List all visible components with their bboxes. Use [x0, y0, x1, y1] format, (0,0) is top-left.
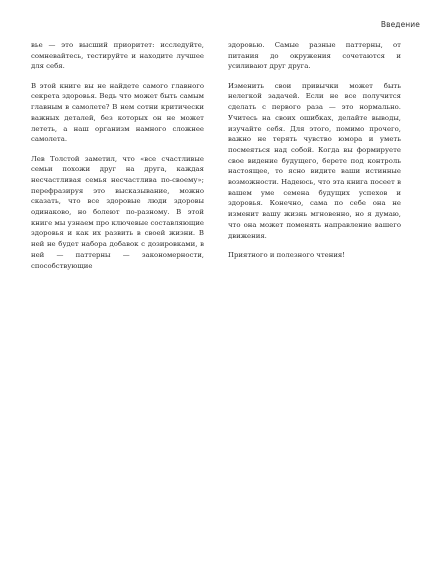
- text-column-right: [228, 40, 401, 269]
- paragraph: вье — это высший приоритет: исследуйте, сомневайтесь, тестируйте и находите лучшее для себя.: [31, 41, 204, 71]
- text-column-left: [31, 40, 204, 280]
- paragraph: В этой книге вы не найдете самого главного секрета здоровья. Ведь что может быть самым главным в самолете? В нем сотни критически важных деталей, без которых он не может лететь, а наш организм намного сложнее самолета.: [31, 81, 204, 144]
- paragraph: здоровью. Самые разные паттерны, от питания до окружения сочетаются и усиливают друг друга.: [228, 41, 401, 71]
- closing-paragraph: Приятного и полезного чтения!: [228, 250, 346, 259]
- paragraph: Изменить свои привычки может быть нелегкой задачей. Если не все получится сделать с первого раза — это нормально. Учитесь на своих ошибках, делайте выводы, изучайте себя. Для этого, помимо прочего, важно не терять чувство юмора и уметь посмеяться над собой. Когда вы формируете свое видение будущего, берете под контроль настоящее, то ясно видите ваши истинные возможности. Надеюсь, что эта книга посеет в вашем уме семена будущих успехов и здоровья. Конечно, сама по себе она не изменит вашу жизнь мгновенно, но я думаю, что она может поменять направление вашего движения.: [228, 81, 401, 240]
- paragraph: Лев Толстой заметил, что «все счастливые семьи похожи друг на друга, каждая несчастливая семья несчастлива по-своему»; перефразируя это высказывание, можно сказать, что все здоровые люди здоровы одинаково, но болеют по-разному. В этой книге мы узнаем про ключевые составляющие здоровья и как их развить в своей жизни. В ней не будет набора добавок с дозировками, в ней — паттерны — закономерности, способствующие: [31, 154, 204, 270]
- running-head: Введение: [380, 20, 420, 29]
